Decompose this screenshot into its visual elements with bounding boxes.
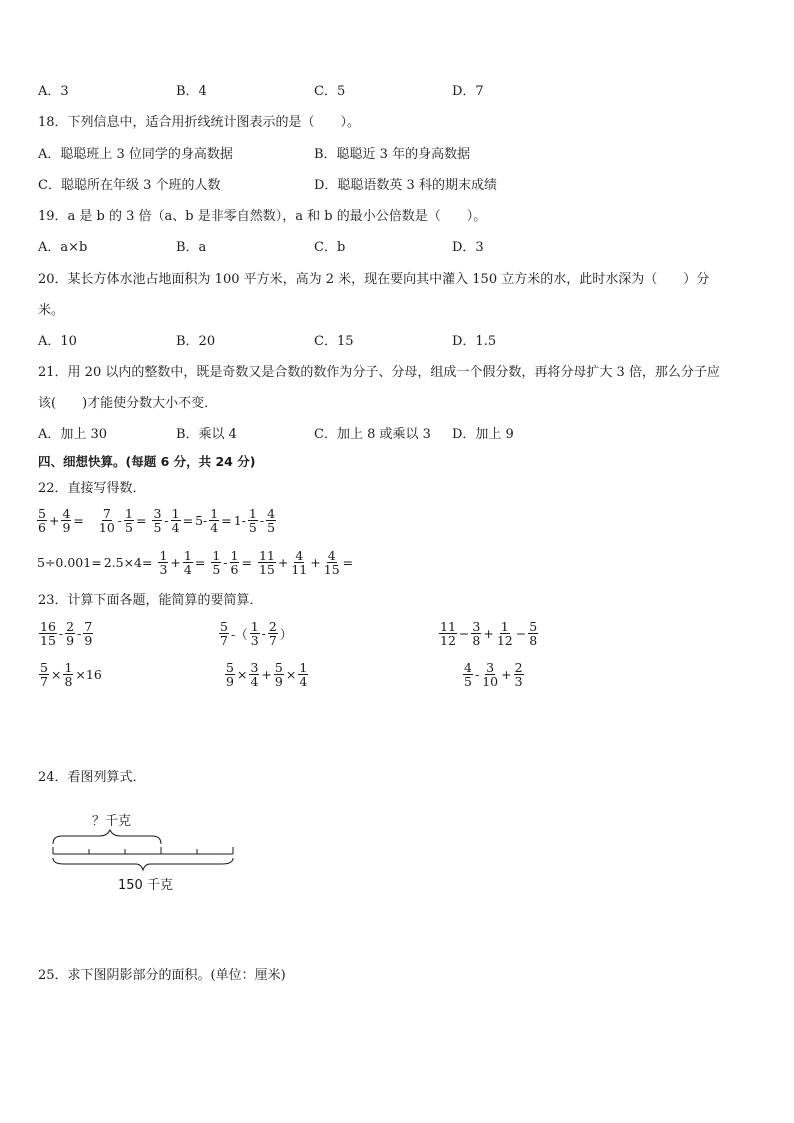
term: 1-: [233, 513, 246, 528]
operator: ）: [279, 626, 293, 642]
fraction: [39, 661, 49, 688]
denominator: 15: [258, 562, 275, 577]
bottom-brace: [53, 858, 233, 870]
operator: +: [501, 667, 512, 682]
denominator: 8: [529, 633, 538, 648]
q23-stem: 23．计算下面各题，能简算的要简算．: [38, 593, 263, 608]
fraction: [219, 620, 229, 647]
operator: +: [277, 555, 289, 570]
fraction: [225, 661, 235, 688]
top-brace: [53, 830, 161, 844]
q24-top-label: ？千克: [92, 814, 132, 829]
operator: ×: [236, 667, 248, 682]
denominator: 8: [64, 674, 73, 689]
fraction: [463, 661, 473, 688]
operator: −: [515, 626, 527, 641]
q18-option-b: B．聪聪近 3 年的身高数据: [314, 147, 471, 162]
fraction: [183, 549, 193, 576]
fraction: [471, 620, 481, 647]
numerator: 7: [84, 619, 93, 634]
operator: ×: [285, 667, 297, 682]
fraction: [37, 507, 47, 534]
operator: -: [164, 513, 169, 528]
numerator: 4: [62, 506, 71, 521]
denominator: 9: [84, 633, 93, 648]
numerator: 7: [102, 506, 111, 521]
numerator: 4: [464, 660, 472, 675]
denominator: 10: [98, 520, 115, 535]
operator: −: [458, 626, 470, 641]
denominator: 9: [274, 674, 283, 689]
denominator: 8: [472, 633, 481, 648]
q20-option-a: A．10: [38, 334, 77, 349]
numerator: 2: [268, 619, 277, 634]
fraction: [39, 620, 57, 647]
denominator: 3: [250, 633, 259, 648]
q17-option-d: D．7: [452, 84, 484, 99]
denominator: 5: [125, 520, 133, 535]
operator: -: [117, 513, 123, 528]
q19-stem: 19．a 是 b 的 3 倍（a、b 是非零自然数），a 和 b 的最小公倍数是（ ）。: [38, 209, 487, 224]
equals: =: [241, 555, 252, 570]
term: 5-: [195, 513, 208, 528]
numerator: 1: [159, 548, 168, 563]
fraction: [481, 661, 499, 688]
q18-option-a: A．聪聪班上 3 位同学的身高数据: [38, 147, 233, 162]
numerator: 1: [500, 619, 509, 634]
numerator: 11: [258, 548, 275, 563]
denominator: 7: [220, 633, 228, 648]
operator: +: [483, 626, 494, 641]
denominator: 6: [230, 562, 239, 577]
q22-row1: [36, 507, 277, 534]
equals: =: [221, 513, 232, 528]
numerator: 1: [64, 660, 73, 675]
numerator: 2: [66, 619, 75, 634]
fraction: [171, 507, 181, 534]
fraction: [496, 620, 514, 647]
fraction: [63, 661, 73, 688]
operator: -: [58, 626, 64, 641]
denominator: 4: [171, 520, 180, 535]
denominator: 11: [291, 562, 308, 577]
fraction: [248, 507, 258, 534]
numerator: 5: [40, 660, 48, 675]
denominator: 5: [267, 520, 276, 535]
fraction: [98, 507, 116, 534]
numerator: 1: [250, 619, 259, 634]
q19-option-d: D．3: [452, 240, 484, 255]
q23-expression-3: [438, 620, 539, 647]
q18-stem: 18．下列信息中，适合用折线统计图表示的是（ ）。: [38, 115, 361, 130]
numerator: 5: [529, 619, 538, 634]
equals: =: [182, 513, 194, 528]
numerator: 4: [267, 506, 276, 521]
q18-option-c: C．聪聪所在年级 3 个班的人数: [38, 178, 221, 193]
numerator: 3: [153, 506, 162, 521]
fraction: [323, 549, 341, 576]
q21-stem-line2: 该( )才能使分数大小不变．: [38, 396, 218, 411]
numerator: 4: [295, 548, 304, 563]
fraction: [514, 661, 524, 688]
numerator: 1: [230, 548, 239, 563]
q21-option-b: B．乘以 4: [176, 427, 237, 442]
fraction: [230, 549, 240, 576]
operator: +: [261, 667, 272, 682]
operator: ×: [50, 667, 62, 682]
denominator: 15: [323, 562, 340, 577]
numerator: 1: [171, 506, 180, 521]
numerator: 1: [210, 506, 219, 521]
operator: -（: [230, 626, 248, 642]
q21-option-d: D．加上 9: [452, 427, 514, 442]
numerator: 1: [299, 660, 308, 675]
denominator: 5: [248, 520, 257, 535]
denominator: 5: [153, 520, 162, 535]
fraction: [83, 620, 93, 647]
equals: =: [194, 555, 206, 570]
numerator: 16: [40, 619, 56, 634]
q22-stem: 22．直接写得数．: [38, 481, 146, 496]
numerator: 5: [274, 660, 283, 675]
fraction: [268, 620, 278, 647]
denominator: 6: [38, 520, 46, 535]
q17-option-a: A．3: [38, 84, 69, 99]
operator: -: [77, 626, 82, 641]
denominator: 3: [159, 562, 168, 577]
q25-stem: 25．求下图阴影部分的面积。(单位：厘米): [38, 968, 286, 983]
q23-expression-6: [462, 661, 525, 688]
fraction: [258, 549, 276, 576]
q20-option-c: C．15: [314, 334, 354, 349]
fraction: [250, 620, 260, 647]
numerator: 1: [183, 548, 192, 563]
numerator: 11: [440, 619, 456, 634]
operator: -: [261, 626, 266, 641]
q24-stem: 24．看图列算式．: [38, 770, 146, 785]
q23-expression-1: [38, 620, 94, 647]
expression-text: 5÷0.001=: [37, 555, 102, 570]
q19-option-a: A．a×b: [38, 240, 88, 255]
operator: +: [170, 555, 181, 570]
denominator: 12: [496, 633, 513, 648]
denominator: 7: [40, 674, 48, 689]
numerator: 5: [226, 660, 234, 675]
equals: =: [342, 555, 354, 570]
numerator: 5: [38, 506, 46, 521]
operator: ×16: [75, 667, 102, 682]
fraction: [124, 507, 134, 534]
q22-row2: [36, 549, 354, 576]
denominator: 15: [40, 633, 56, 648]
q19-option-c: C．b: [314, 240, 346, 255]
numerator: 5: [220, 619, 228, 634]
numerator: 2: [514, 660, 523, 675]
denominator: 9: [66, 633, 75, 648]
operator: +: [48, 513, 60, 528]
fraction: [439, 620, 457, 647]
fraction: [152, 507, 162, 534]
fraction: [266, 507, 276, 534]
equals: =: [73, 513, 84, 528]
fraction: [211, 549, 221, 576]
q20-option-b: B．20: [176, 334, 216, 349]
denominator: 9: [62, 520, 71, 535]
denominator: 4: [299, 674, 308, 689]
operator: -: [474, 667, 480, 682]
q24-segment-diagram: [40, 828, 250, 878]
denominator: 4: [250, 674, 259, 689]
denominator: 12: [440, 633, 456, 648]
numerator: 1: [248, 506, 257, 521]
fraction: [290, 549, 308, 576]
section-heading: 四、细想快算。(每题 6 分，共 24 分): [38, 454, 256, 469]
denominator: 9: [226, 674, 234, 689]
q20-stem-line1: 20．某长方体水池占地面积为 100 平方米，高为 2 米，现在要向其中灌入 150 立方米的水，此时水深为（ ）分: [38, 272, 710, 287]
denominator: 5: [212, 562, 221, 577]
denominator: 4: [183, 562, 192, 577]
q24-bottom-label: 150 千克: [118, 878, 173, 893]
q21-stem-line1: 21．用 20 以内的整数中，既是奇数又是合数的数作为分子、分母，组成一个假分数，再将分母扩大 3 倍，那么分子应: [38, 365, 720, 380]
numerator: 1: [212, 548, 221, 563]
numerator: 1: [125, 506, 133, 521]
denominator: 7: [268, 633, 277, 648]
q23-expression-5: [224, 661, 309, 688]
numerator: 3: [472, 619, 481, 634]
q19-option-b: B．a: [176, 240, 207, 255]
operator: +: [310, 555, 321, 570]
equals: =: [135, 513, 147, 528]
numerator: 3: [250, 660, 259, 675]
numerator: 4: [327, 548, 336, 563]
fraction: [61, 507, 71, 534]
q23-expression-4: [38, 661, 103, 688]
q17-option-c: C．5: [314, 84, 346, 99]
q21-option-c: C．加上 8 或乘以 3: [314, 427, 431, 442]
q21-option-a: A．加上 30: [38, 427, 108, 442]
q18-option-d: D．聪聪语数英 3 科的期末成绩: [314, 178, 497, 193]
q20-stem-line2: 米。: [38, 303, 65, 318]
operator: -: [223, 555, 228, 570]
denominator: 5: [464, 674, 472, 689]
q23-expression-2: [218, 620, 293, 647]
denominator: 3: [514, 674, 523, 689]
denominator: 4: [210, 520, 219, 535]
denominator: 10: [482, 674, 499, 689]
fraction: [528, 620, 538, 647]
q20-option-d: D．1.5: [452, 334, 497, 349]
numerator: 3: [486, 660, 495, 675]
q17-option-b: B．4: [176, 84, 207, 99]
operator: -: [259, 513, 265, 528]
fraction: [249, 661, 259, 688]
fraction: [298, 661, 308, 688]
fraction: [65, 620, 75, 647]
fraction: [209, 507, 219, 534]
expression-text: 2.5×4=: [103, 555, 153, 570]
fraction: [274, 661, 284, 688]
fraction: [158, 549, 168, 576]
